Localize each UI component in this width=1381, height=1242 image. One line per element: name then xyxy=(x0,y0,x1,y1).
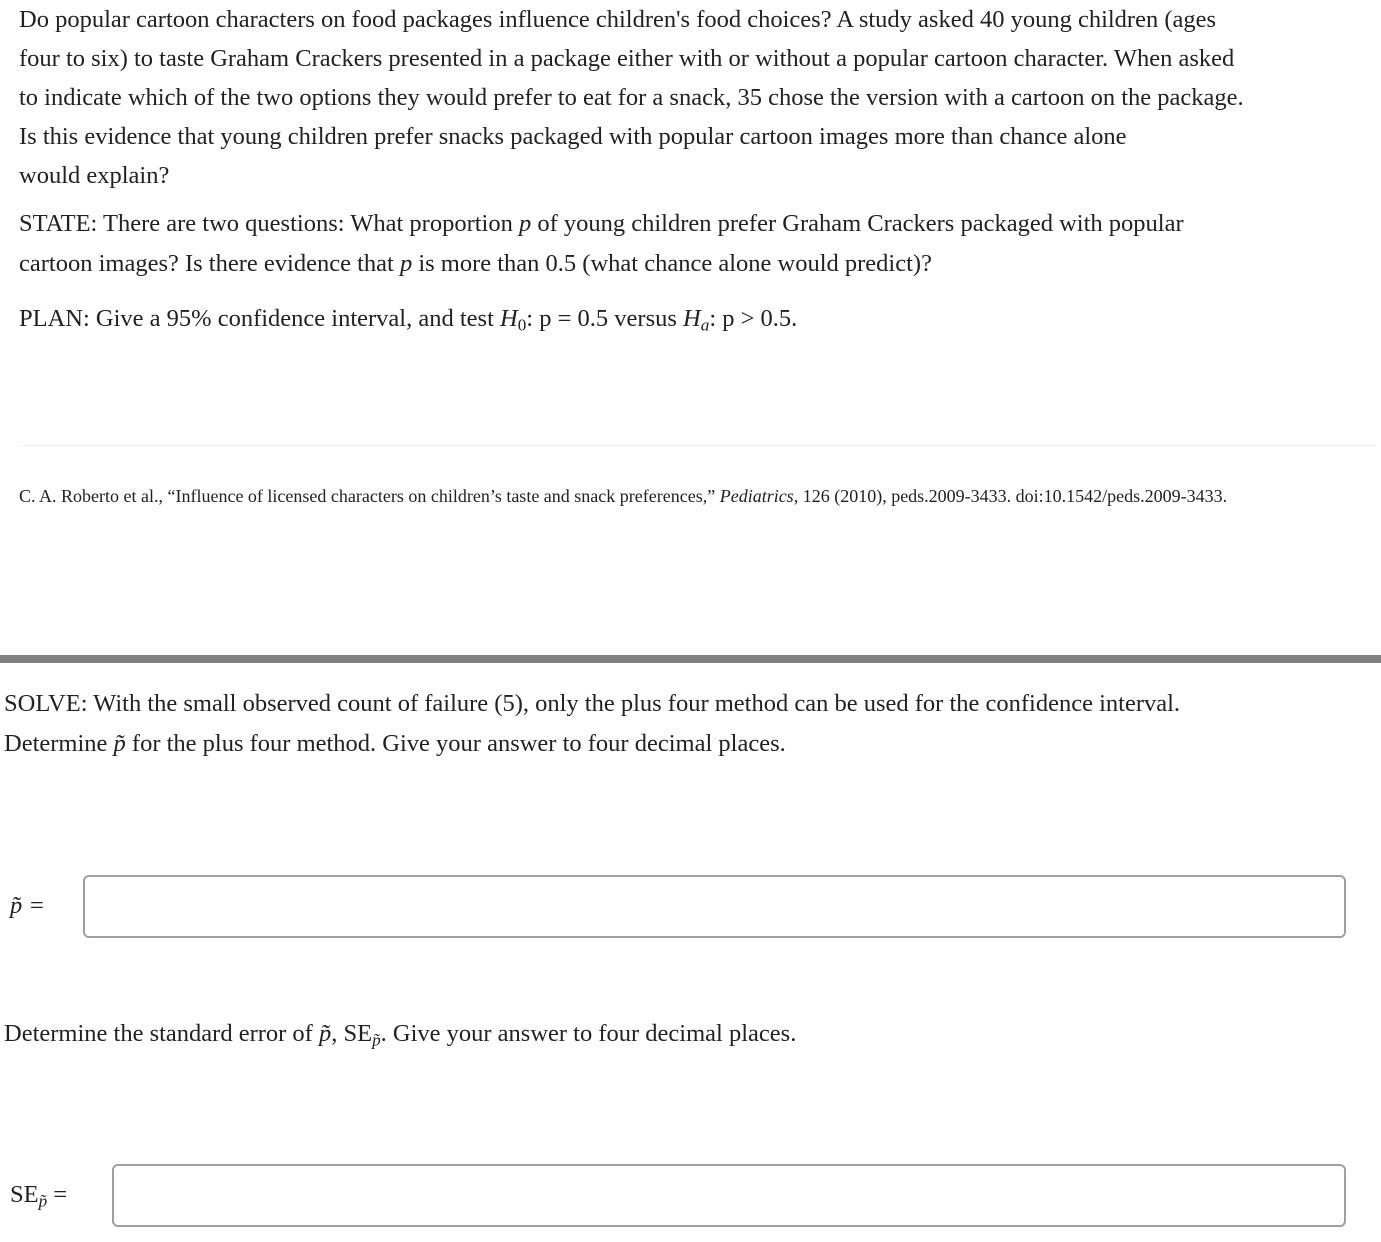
intro-line: would explain? xyxy=(19,162,170,189)
alt-hypothesis: : p > 0.5. xyxy=(709,305,798,332)
p-tilde: p̃ xyxy=(113,730,126,757)
plan-paragraph: PLAN: Give a 95% confidence interval, and test $H_0$: p = 0.5 versus $H_a$: p > 0.5. xyxy=(19,305,798,335)
intro-line: Is this evidence that young children prefer snacks packaged with popular cartoon images more than chance alone xyxy=(19,123,1127,150)
divider xyxy=(19,445,1377,446)
var-p: p xyxy=(518,210,532,237)
section-divider xyxy=(0,655,1381,663)
var-p: p xyxy=(399,250,413,277)
state-paragraph: STATE: There are two questions: What proportion p of young children prefer Graham Crackers packaged with popular cartoon images? Is there evidence that p is more than 0.5 (what chance alone would predict)? xyxy=(19,210,1184,277)
solve-question: SOLVE: With the small observed count of failure (5), only the plus four method can be used for the confidence interval. Determine p̃ for the plus four method. Give your answer to four decimal places. xyxy=(4,690,1181,757)
journal-name: Pediatrics xyxy=(719,486,794,506)
intro-line: Do popular cartoon characters on food packages influence children's food choices? A study asked 40 young children (ages xyxy=(19,6,1217,33)
intro-line: to indicate which of the two options they would prefer to eat for a snack, 35 chose the version with a cartoon on the package. xyxy=(19,84,1244,111)
citation: C. A. Roberto et al., “Influence of licensed characters on children’s taste and snack preferences,” Pediatrics, 126 (2010), peds.2009-3433. doi:10.1542/peds.2009-3433. xyxy=(19,486,1228,506)
problem-intro xyxy=(19,0,1375,195)
p-tilde: p̃ xyxy=(318,1020,332,1047)
standard-error-label: $SE_{p̃}$ = xyxy=(10,1181,68,1211)
intro-line: four to six) to taste Graham Crackers presented in a package either with or without a popular cartoon character. When asked xyxy=(19,45,1235,72)
null-hypothesis-symbol: H xyxy=(500,305,518,332)
standard-error-answer-input[interactable] xyxy=(112,1164,1346,1227)
standard-error-question: Determine the standard error of p̃, $SE_{p̃}$. Give your answer to four decimal places. xyxy=(4,1020,797,1050)
p-tilde-answer-input[interactable] xyxy=(83,875,1346,938)
alt-hypothesis-symbol: H xyxy=(683,305,701,332)
null-hypothesis: : p = 0.5 xyxy=(526,305,609,332)
p-tilde-label: p̃ = xyxy=(10,892,45,919)
